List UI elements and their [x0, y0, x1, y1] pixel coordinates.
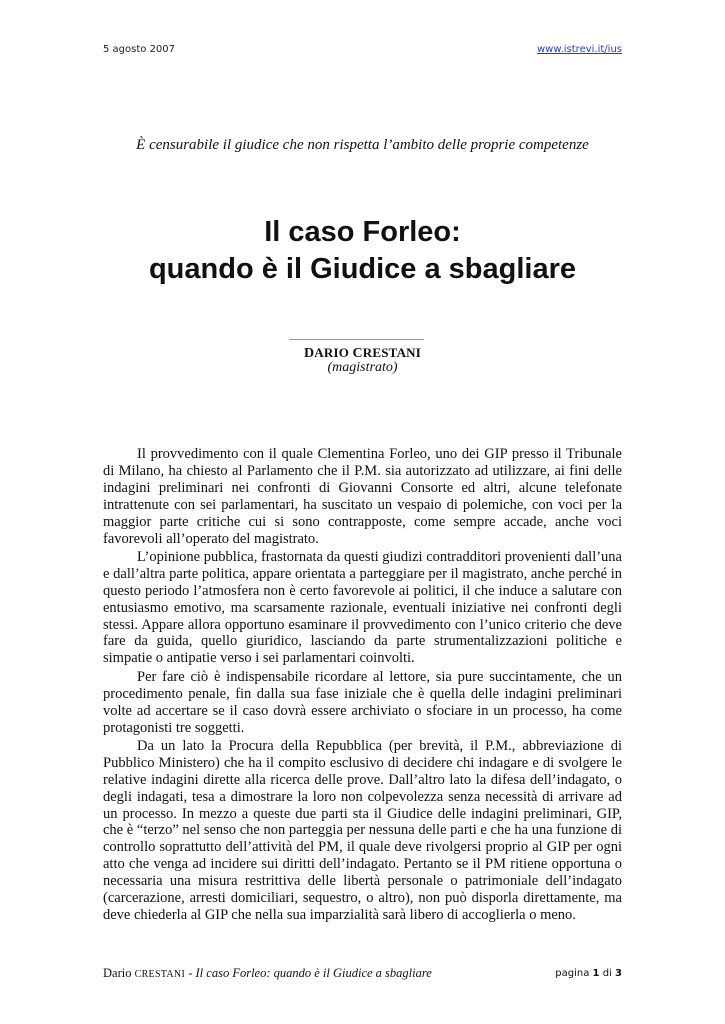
footer-citation: [103, 966, 432, 981]
header-date: 5 agosto 2007: [103, 44, 176, 55]
paragraph-1: Il provvedimento con il quale Clementina Forleo, uno dei GIP presso il Tribunale di Milano, ha chiesto al Parlamento che il P.M. sia autorizzato ad utilizzare, ai fini delle indagini preliminari nei confronti di Giovanni Consorte ed altri, alcune telefonate intrattenute con sei parlamentari, ha suscitato un vespaio di polemiche, con voci per la maggior parte critiche cui si sono contrapposte, come sempre accade, anche voci favorevoli all’operato del magistrato.: [103, 446, 622, 547]
author-first-initial: D: [303, 346, 315, 361]
footer-author-last: CRESTANI: [134, 969, 186, 980]
header-website-link[interactable]: www.istrevi.it/ius: [536, 44, 622, 55]
page-title: [0, 214, 725, 288]
footer-author-first: Dario: [103, 966, 132, 980]
page-total: 3: [615, 968, 622, 979]
author-first-rest: ARIO: [314, 345, 350, 360]
author-last-initial: C: [352, 346, 363, 361]
title-line-1: Il caso Forleo:: [264, 216, 461, 248]
article-body: [103, 446, 622, 925]
paragraph-2: L’opinione pubblica, frastornata da questi giudizi contradditori provenienti dall’una e dall’altra parte politica, appare orientata a parteggiare per il magistrato, anche perché in questo periodo l’atmosfera non è certo favorevole ai politici, il che induce a salutare con entusiasmo emotivo, ma scarsamente razionale, eventuali iniziative nei confronti degli stessi. Appare allora opportuno esaminare il provvedimento con l’unico criterio che deve fare da guida, quello giuridico, lasciando da parte strumentalizzazioni politiche e simpatie o antipatie verso i sei parlamentari coinvolti.: [103, 548, 622, 667]
author-divider: [289, 339, 424, 340]
page-number: [555, 968, 622, 979]
author-role: (magistrato): [327, 360, 398, 375]
footer-doc-title: Il caso Forleo: quando è il Giudice a sbagliare: [195, 966, 432, 980]
footer-separator: -: [188, 966, 193, 980]
subtitle: È censurabile il giudice che non rispetta l’ambito delle proprie competenze: [136, 137, 589, 153]
page-label: pagina: [555, 968, 590, 979]
author-last-rest: RESTANI: [362, 345, 422, 360]
paragraph-3: Per fare ciò è indispensabile ricordare al lettore, sia pure succintamente, che un procedimento penale, fin dalla sua fase iniziale che è quella delle indagini preliminari volte ad accertare se il caso dovrà essere archiviato o sfociare in un processo, ha come protagonisti tre soggetti.: [103, 668, 622, 736]
paragraph-4: Da un lato la Procura della Repubblica (per brevità, il P.M., abbreviazione di Pubblico Ministero) che ha il compito esclusivo di decidere chi indagare e di svolgere le relative indagini dirette alla ricerca delle prove. Dall’altro lato la difesa dell’indagato, o degli indagati, tesa a dimostrare la loro non colpevolezza senza necessità di arrivare ad un processo. In mezzo a queste due parti sta il Giudice delle indagini preliminari, GIP, che è “terzo” nel senso che non parteggia per nessuna delle parti e che ha una funzione di controllo soprattutto dell’attività del PM, il quale deve rivolgersi proprio al GIP per ogni atto che venga ad incidere sui diritti dell’indagato. Pertanto se il PM ritiene opportuna o necessaria una misura restrittiva delle libertà personale o patrimoniale dell’indagato (carcerazione, arresti domiciliari, sequestro, o altro), non può disporla direttamente, ma deve chiederla al GIP che nella sua imparzialità sarà libero di accoglierla o meno.: [103, 737, 622, 923]
page-current: 1: [592, 968, 600, 979]
page-of: di: [602, 968, 612, 979]
title-line-2: quando è il Giudice a sbagliare: [148, 253, 577, 285]
